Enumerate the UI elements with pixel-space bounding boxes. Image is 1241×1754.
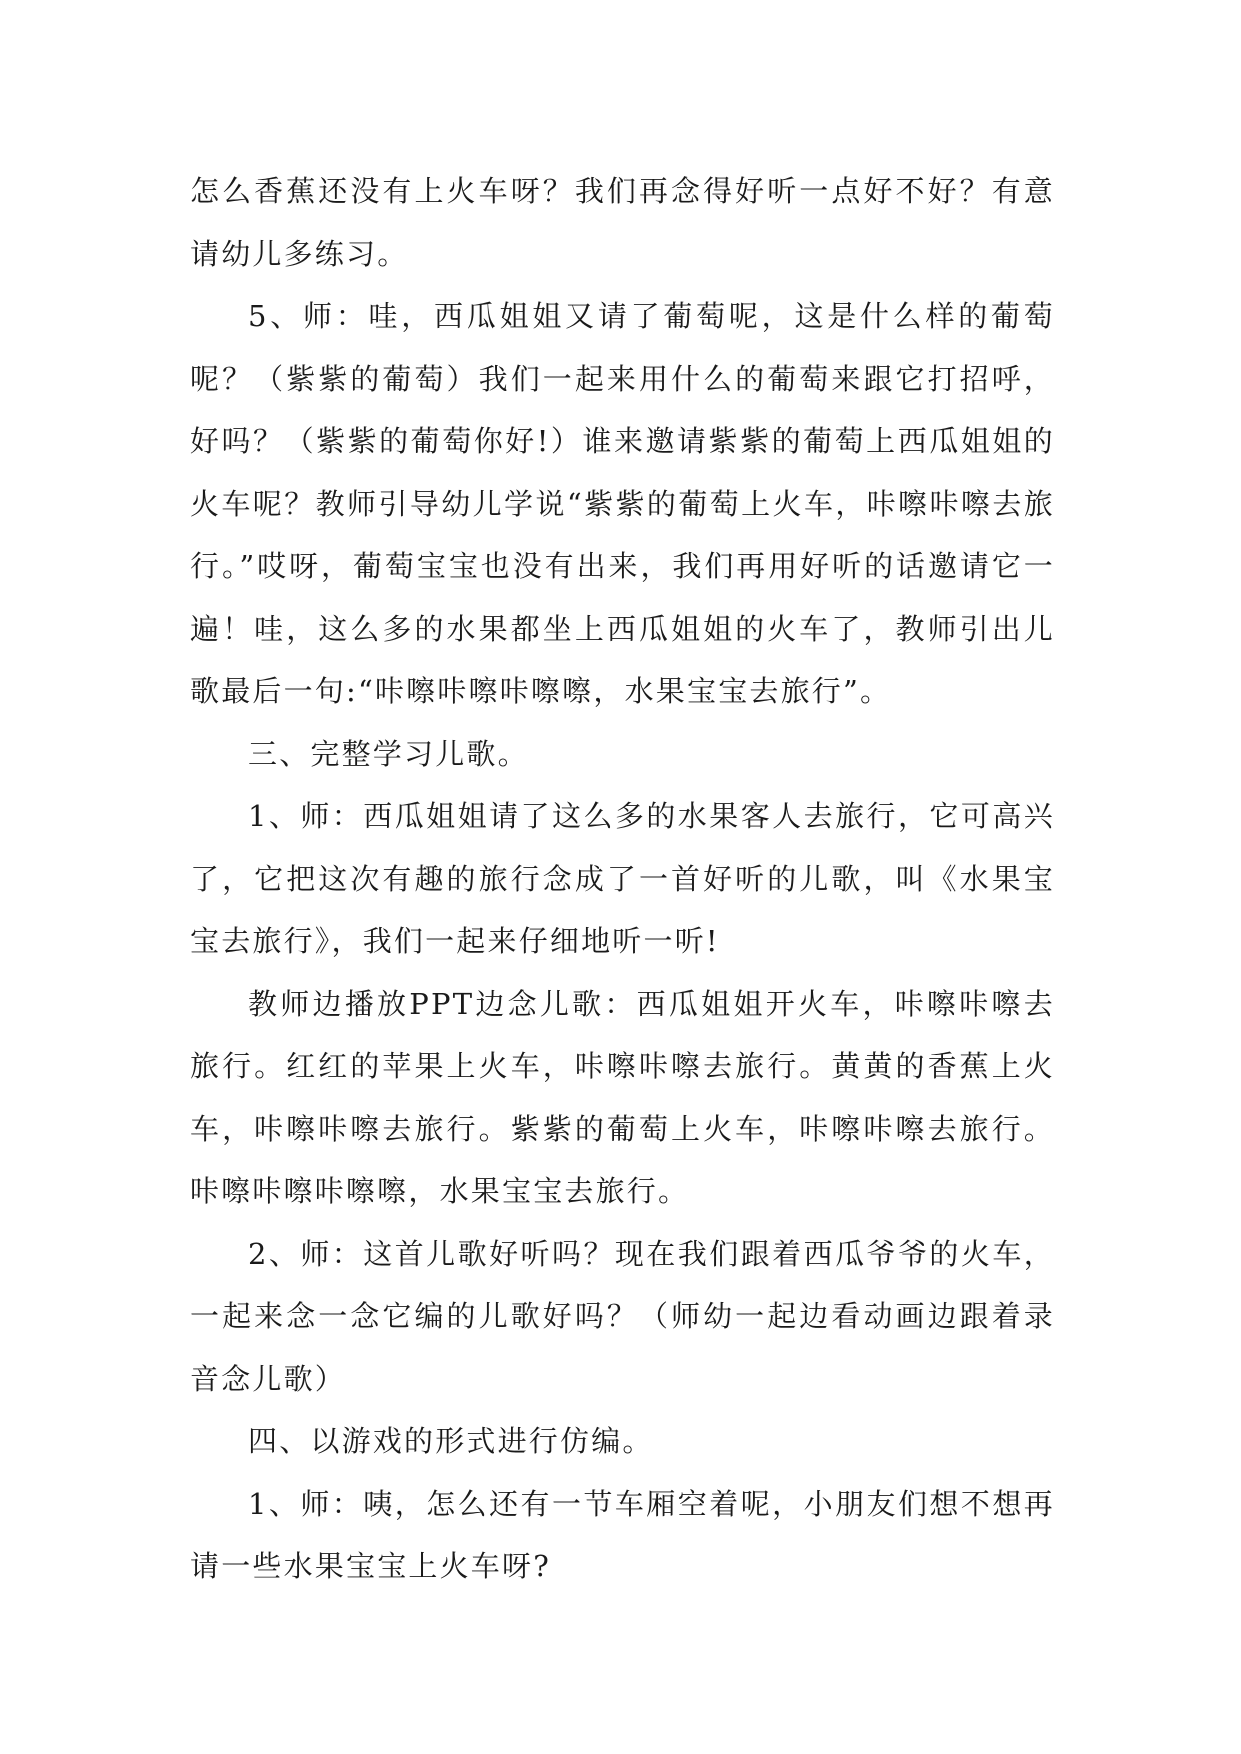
paragraph-step-5-grapes: 5、师：哇，西瓜姐姐又请了葡萄呢，这是什么样的葡萄呢？（紫紫的葡萄）我们一起来用什么的葡萄来跟它打招呼，好吗？（紫紫的葡萄你好!）谁来邀请紫紫的葡萄上西瓜姐姐的火车呢？教师引导幼儿学说“紫紫的葡萄上火车，咔嚓咔嚓去旅行。”哎呀，葡萄宝宝也没有出来，我们再用好听的话邀请它一遍！哇，这么多的水果都坐上西瓜姐姐的火车了，教师引出儿歌最后一句:“咔嚓咔嚓咔嚓嚓，水果宝宝去旅行”。 — [190, 299, 1055, 708]
paragraph-nursery-rhyme: 教师边播放PPT边念儿歌：西瓜姐姐开火车，咔嚓咔嚓去旅行。红红的苹果上火车，咔嚓咔嚓去旅行。黄黄的香蕉上火车，咔嚓咔嚓去旅行。紫紫的葡萄上火车，咔嚓咔嚓去旅行。咔嚓咔嚓咔嚓嚓，水果宝宝去旅行。 — [190, 986, 1055, 1208]
document-body — [190, 160, 1055, 1598]
section-heading-3: 三、完整学习儿歌。 — [248, 736, 529, 771]
section-heading-4: 四、以游戏的形式进行仿编。 — [248, 1424, 654, 1458]
paragraph-step-1-listen: 1、师：西瓜姐姐请了这么多的水果客人去旅行，它可高兴了，它把这次有趣的旅行念成了一首好听的儿歌，叫《水果宝宝去旅行》，我们一起来仔细地听一听! — [190, 799, 1055, 958]
paragraph-step-1-game: 1、师：咦，怎么还有一节车厢空着呢，小朋友们想不想再请一些水果宝宝上火车呀? — [190, 1486, 1055, 1583]
paragraph-continuation: 怎么香蕉还没有上火车呀？我们再念得好听一点好不好？有意请幼儿多练习。 — [190, 174, 1055, 271]
paragraph-step-2-recite: 2、师：这首儿歌好听吗？现在我们跟着西瓜爷爷的火车，一起来念一念它编的儿歌好吗？（师幼一起边看动画边跟着录音念儿歌） — [190, 1236, 1055, 1396]
